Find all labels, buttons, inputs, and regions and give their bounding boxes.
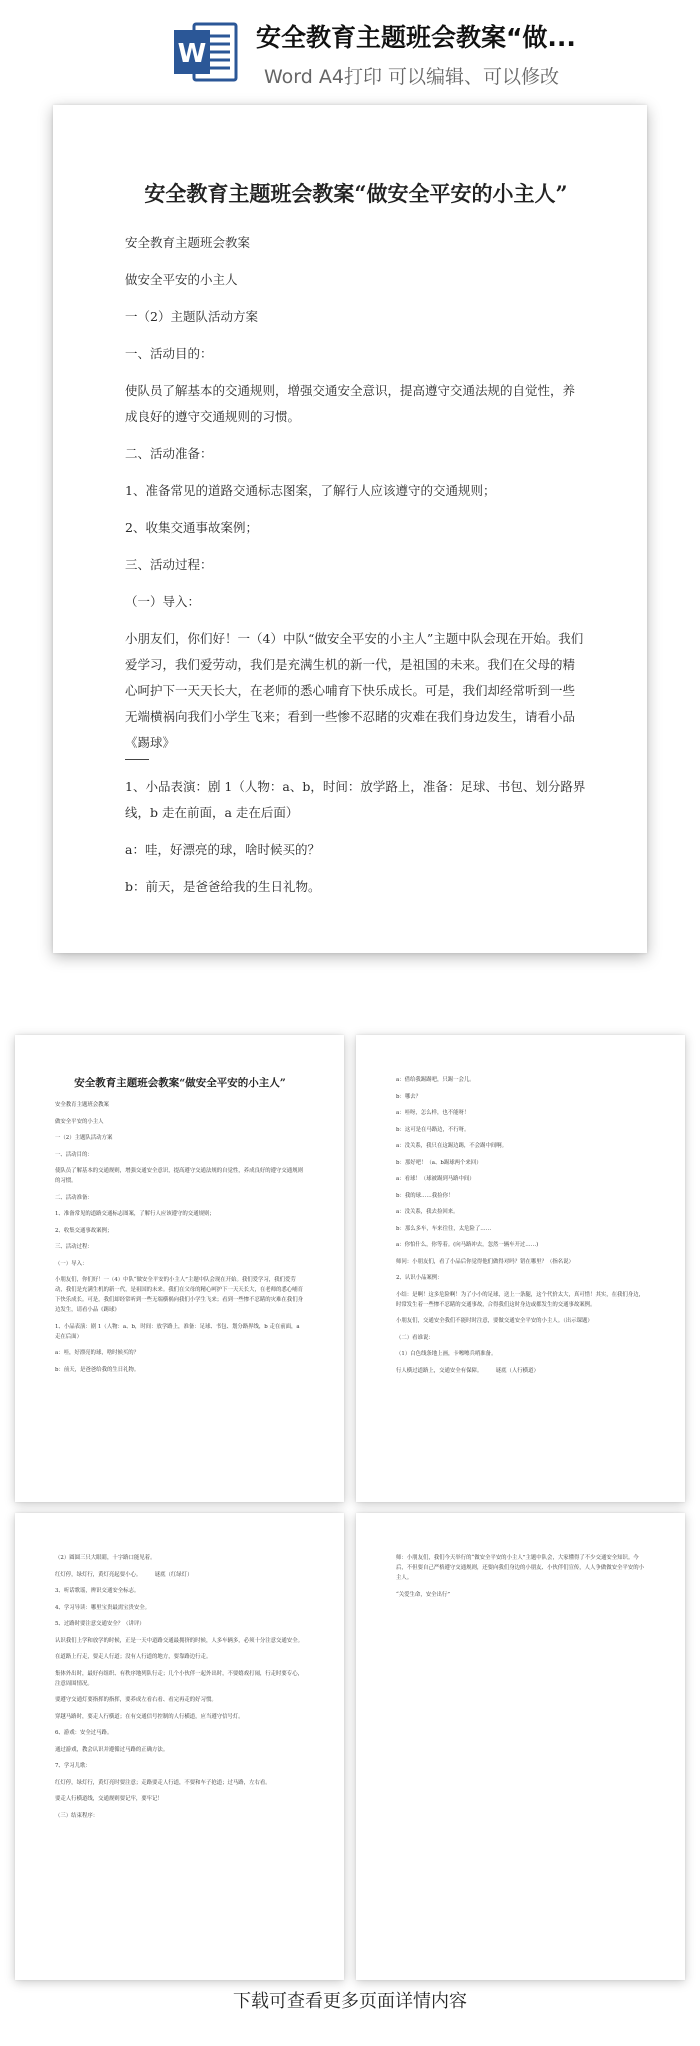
paragraph: 通过游戏，教会认识并遵循过马路的正确方法。 — [55, 1746, 169, 1753]
thumbnail-content — [55, 1553, 305, 1827]
paragraph: 使队员了解基本的交通规则，增强交通安全意识，提高遵守交通法规的自觉性，养成良好的遵守交通规则的习惯。 — [125, 383, 576, 424]
paragraph: 红灯停，绿灯行，黄灯亮起要小心。 谜底（红绿灯） — [55, 1571, 193, 1578]
word-document-icon — [172, 20, 240, 84]
paragraph: b：那好吧！（a、b踢球两个来回） — [396, 1159, 482, 1166]
header — [0, 0, 700, 95]
paragraph: （三）结束程序： — [55, 1812, 99, 1819]
paragraph: 4、学习导读：哪里宝贵最需宝贵安全。 — [55, 1604, 151, 1611]
page-thumbnail-4[interactable] — [356, 1513, 685, 1980]
paragraph: （一）导入： — [55, 1260, 88, 1267]
document-title-heading: 安全教育主题班会教案“做... — [256, 23, 576, 52]
page-thumbnail-2[interactable] — [356, 1035, 685, 1502]
paragraph: 二、活动准备： — [125, 446, 213, 461]
page-content — [125, 178, 587, 911]
paragraph: 小朋友们，你们好！一（4）中队“做安全平安的小主人”主题中队会现在开始。我们爱学习，我们爱劳动，我们是充满生机的新一代，是祖国的未来。我们在父母的精心呵护下一天天长大，在老师的悉心哺育下快乐成长。可是，我们却经常听到一些无端横祸向我们小学生飞来；看到一些惨不忍睹的灾难在我们身边发生，请看小品《踢球》 — [125, 631, 584, 750]
paragraph: b：前天，是爸爸给我的生日礼物。 — [125, 879, 321, 894]
paragraph: （1）白色线条地上画，卡嚓嚓兵哨准备。 — [396, 1351, 497, 1357]
paragraph: 做安全平安的小主人 — [125, 272, 238, 287]
page-title: 安全教育主题班会教案“做安全平安的小主人” — [144, 181, 568, 206]
page-title: 安全教育主题班会教案“做安全平安的小主人” — [74, 1077, 286, 1089]
paragraph: 师：小朋友们，我们今天举行的“做安全平安的小主人”主题中队会，大家懂得了不少交通安全知识。今后，不但要自己严格遵守交通规则，还要向我们身边的小朋友、小伙伴们宣传，人人争做做安全平安的小主人。 — [396, 1555, 644, 1581]
paragraph: 安全教育主题班会教案 — [125, 235, 251, 250]
paragraph: a：借给我踢踢吧，只踢一会儿。 — [396, 1077, 475, 1083]
page-thumbnail-1[interactable] — [15, 1035, 344, 1502]
paragraph: 1、准备常见的道路交通标志图案，了解行人应该遵守的交通规则； — [55, 1211, 215, 1217]
paragraph: 集体外出时，最好有组织、有秩序地列队行走；几个小伙伴一起外出时，不要嬉戏打闹，行走时要专心，注意周围情况。 — [55, 1670, 303, 1687]
thumbnail-content — [55, 1075, 305, 1381]
paragraph: 师问：小朋友们，看了小品后你觉得他们做得对吗？错在哪里？（指名说） — [396, 1258, 574, 1265]
paragraph: a：哇，好漂亮的球，啥时候买的？ — [55, 1350, 140, 1356]
paragraph: a：哇呀，怎么样，也不能呀！ — [396, 1110, 470, 1116]
paragraph: 6、游戏：安全过马路。 — [55, 1730, 113, 1736]
paragraph: b：我的球……我捡你！ — [396, 1192, 454, 1199]
paragraph: 三、活动过程： — [55, 1244, 93, 1250]
paragraph: 小朋友们，你们好！一（4）中队“做安全平安的小主人”主题中队会现在开始。我们爱学习，我们爱劳动，我们是充满生机的新一代，是祖国的未来。我们在父母的精心呵护下一天天长大，在老师的悉心哺育下快乐成长。可是，我们却经常听到一些无端横祸向我们小学生飞来；看到一些惨不忍睹的灾难在我们身边发生，请看小品《踢球》 — [55, 1277, 303, 1313]
paragraph: 红灯停，绿灯行，黄灯亮时要注意；走路要走人行道，不要和车子抢道；过马路，左右看。 — [55, 1779, 271, 1786]
paragraph: “关爱生命，安全出行” — [396, 1591, 451, 1598]
paragraph: b：哪去？ — [396, 1093, 422, 1100]
paragraph: 要遵守交通灯要指挥的指挥，要养成左看右看、看完再走的好习惯。 — [55, 1697, 217, 1703]
page-thumbnail-3[interactable] — [15, 1513, 344, 1980]
paragraph: a：没关系，我只在这踢边踢，不会踢中间啊。 — [396, 1143, 508, 1149]
thumbnail-content — [396, 1075, 646, 1382]
paragraph: （一）导入： — [125, 594, 201, 609]
document-page-preview — [53, 105, 647, 953]
paragraph: 穿越马路时，要走人行横道；在有交通信号控制的人行横道，应当遵守信号灯。 — [55, 1713, 244, 1720]
paragraph: 一（2）主题队活动方案 — [55, 1135, 113, 1141]
paragraph: 7、学习儿歌： — [55, 1763, 91, 1769]
paragraph: 做安全平安的小主人 — [55, 1118, 104, 1125]
paragraph: a：你怕什么，你等着。(向马路冲去，忽然一辆车开过……) — [396, 1242, 539, 1248]
download-more-link[interactable]: 下载可查看更多页面详情内容 — [233, 1991, 467, 2012]
paragraph: a：没关系，我去捡回来。 — [396, 1209, 459, 1215]
paragraph: 2、认识小品案例： — [396, 1275, 443, 1281]
paragraph: b：那么多车，车来往往，太危险了…… — [396, 1225, 492, 1232]
paragraph: 2、收集交通事故案例； — [55, 1227, 113, 1234]
document-subtitle: Word A4打印 可以编辑、可以修改 — [264, 66, 560, 88]
paragraph: 使队员了解基本的交通规则，增强交通安全意识，提高遵守交通法规的自觉性，养成良好的遵守交通规则的习惯。 — [55, 1168, 303, 1184]
thumbnail-content — [396, 1553, 646, 1606]
paragraph: 3、听话歌谣，辨识交通安全标志。 — [55, 1588, 140, 1594]
paragraph: 1、小品表演：剧 1（人物：a、b，时间：放学路上，准备：足球、书包、划分路界线，b 走在前面，a 走在后面） — [125, 779, 586, 820]
paragraph: a：看球！（球被踢到马路中间） — [396, 1176, 475, 1182]
paragraph: 一、活动目的： — [125, 346, 213, 361]
paragraph: （二）看谁说： — [396, 1334, 434, 1341]
paragraph: 二、活动准备： — [55, 1194, 93, 1201]
paragraph: 5、过路时要注意交通安全？（讲评） — [55, 1621, 145, 1627]
paragraph: 安全教育主题班会教案 — [55, 1102, 109, 1108]
paragraph: b：前天，是爸爸给我的生日礼物。 — [55, 1366, 140, 1373]
paragraph: 行人横过道路上，交通安全有保障。 谜底（人行横道） — [396, 1367, 539, 1374]
paragraph: a：哇，好漂亮的球，啥时候买的？ — [125, 842, 320, 857]
paragraph: 三、活动过程： — [125, 557, 213, 572]
paragraph: 认识我们上学和放学的时候，正是一天中道路交通最拥挤的时候，人多车辆多，必须十分注意交通安全。 — [55, 1637, 303, 1644]
paragraph: 要走人行横道线，交通规则要记牢，要牢记！ — [55, 1796, 163, 1802]
paragraph: 一、活动目的： — [55, 1151, 93, 1158]
paragraph: （2）圆圆三只大眼睛，十字路口能见着。 — [55, 1555, 156, 1561]
paragraph: b：这可是在马路边，不行呀。 — [396, 1126, 470, 1133]
svg-text:W: W — [177, 39, 207, 69]
paragraph: 2、收集交通事故案例； — [125, 520, 258, 535]
paragraph: 小朋友们，交通安全我们不能时时注意，要做交通安全平安的小主人。（出示课题） — [396, 1318, 593, 1324]
paragraph: 在道路上行走，要走人行道；没有人行道的地方，要靠路边行走。 — [55, 1654, 212, 1660]
paragraph: 1、小品表演：剧 1（人物：a、b，时间：放学路上，准备：足球、书包、划分路界线，b 走在前面，a 走在后面） — [55, 1323, 300, 1340]
paragraph: 一（2）主题队活动方案 — [125, 309, 258, 324]
dash-divider — [125, 759, 149, 760]
paragraph: 1、准备常见的道路交通标志图案，了解行人应该遵守的交通规则； — [125, 483, 496, 498]
paragraph: 小结：是啊！这多危险啊！为了小小的足球，送上一条腿，这个代价太大，真可惜！其实，在我们身边，时常发生着一些惨不忍睹的交通事故，合得我们这时身边或都发生的交通事故案例。 — [396, 1291, 644, 1308]
